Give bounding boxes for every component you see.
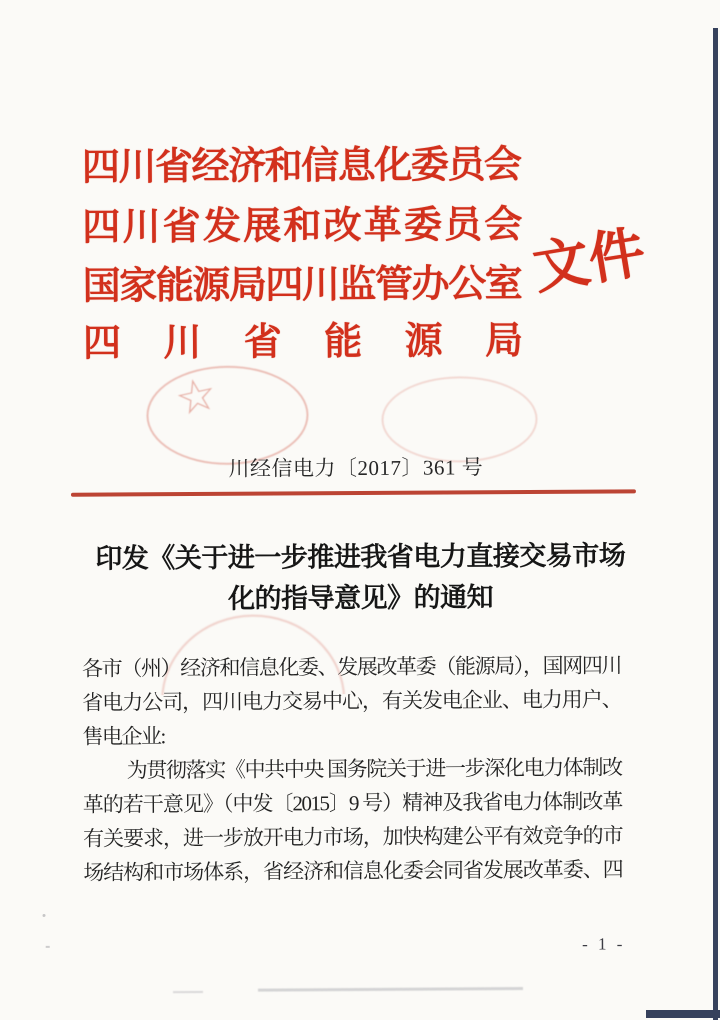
notice-title (40, 535, 680, 621)
header-org-line-2: 四川省发展和改革委员会 (82, 204, 521, 249)
scan-smudge-small (173, 991, 203, 993)
official-seal-circle-right (381, 376, 538, 463)
notice-title-line-1: 印发《关于进一步推进我省电力直接交易市场 (95, 540, 626, 574)
doc-type-label: 文件 (529, 221, 650, 302)
notice-title-line-2: 化的指导意见》的通知 (228, 582, 494, 614)
scan-smudge (258, 987, 523, 992)
header-org-line-3: 国家能源局四川监管办公室 (82, 263, 521, 308)
body-text (82, 648, 622, 889)
body-line-7: 场结构和市场体系，省经济和信息化委会同省发展改革委、四 (83, 857, 623, 885)
doc-number: 川经信电力〔2017〕361 号 (228, 455, 484, 481)
header-org-line-1: 四川省经济和信息化委员会 (81, 144, 521, 189)
scan-dot-small (46, 946, 50, 948)
page-number: - 1 - (581, 934, 626, 954)
header-org-line-4: 四川省能源局 (82, 320, 522, 365)
seal-star-icon: ☆ (170, 367, 222, 426)
scan-edge-right (713, 28, 718, 1020)
body-line-1: 各市（州）经济和信息化委、发展改革委（能源局），国网四川 (81, 653, 622, 681)
body-line-6: 有关要求，进一步放开电力市场，加快构建公平有效竞争的市 (82, 823, 623, 851)
body-line-3: 售电企业: (82, 724, 165, 749)
body-line-5: 革的若干意见》（中发〔2015〕9 号）精神及我省电力体制改革 (82, 789, 622, 817)
scan-corner-mark (646, 1010, 720, 1018)
red-divider-rule (71, 489, 636, 496)
body-line-2: 省电力公司，四川电力交易中心，有关发电企业、电力用户、 (82, 687, 622, 715)
scan-dot (43, 914, 46, 917)
body-line-4: 为贯彻落实《中共中央 国务院关于进一步深化电力体制改 (126, 755, 622, 783)
